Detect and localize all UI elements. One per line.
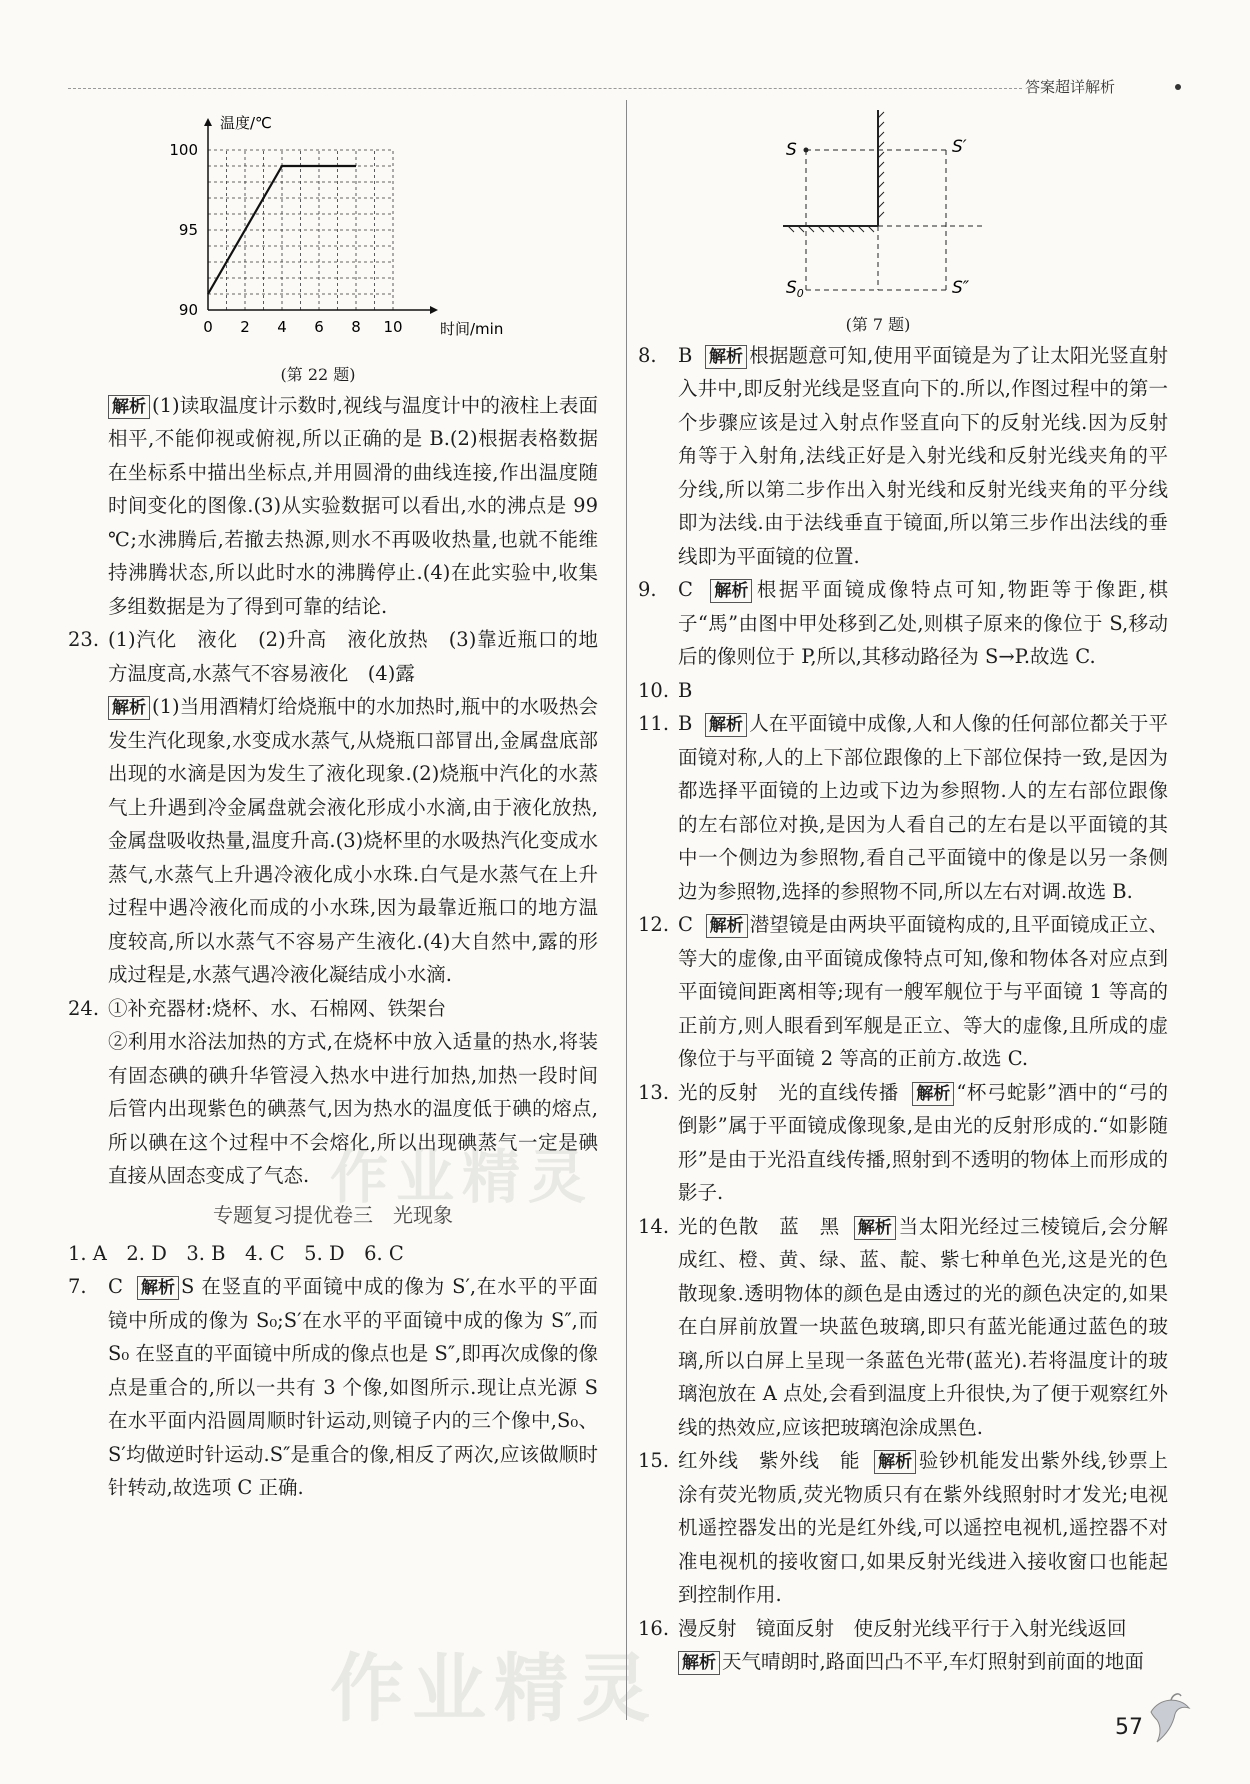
analysis-tag: 解析 (912, 1082, 954, 1106)
q7-analysis: S 在竖直的平面镜中成的像为 S′,在水平的平面镜中所成的像为 S₀;S′在水平的平面镜中成的像为 S″,而 S₀ 在竖直的平面镜中所成的像点也是 S″,即再次成像的像点是重合的,所以一共有 3 个像,如图所示.现让点光源 S 在水平面内沿圆周顺时针运动,则镜子内的三个像中,S₀、S′均做逆时针运动.S″是重合的像,相反了两次,应该做顺时针转动,故选项 C 正确. (108, 1275, 598, 1499)
q7 (68, 1270, 598, 1505)
x-tick-label: 2 (240, 318, 250, 336)
q14-analysis: 当太阳光经过三棱镜后,会分解成红、橙、黄、绿、蓝、靛、紫七种单色光,这是光的色散现象.透明物体的颜色是由透过的光的颜色决定的,如果在白屏前放置一块蓝色玻璃,即只有蓝光能通过蓝色的玻璃,所以白屏上呈现一条蓝色光带(蓝光).若将温度计的玻璃泡放在 A 点处,会看到温度上升很快,为了便于观察红外线的热效应,应该把玻璃泡涂成黑色. (678, 1214, 1168, 1439)
watermark-center: 作业精灵 (330, 1143, 595, 1211)
q14-number: 14. (638, 1214, 670, 1238)
q15-number: 15. (638, 1449, 670, 1472)
q8-analysis: 根据题意可知,使用平面镜是为了让太阳光竖直射入井中,即反射光线是竖直向下的.所以,作图过程中的第一个步骤应该是过入射点作竖直向下的反射光线.因为反射角等于入射角,法线正好是入射光线和反射光线夹角的平分线,所以第二步作出入射光线和反射光线夹角的平分线即为法线.由于法线垂直于镜面,所以第三步作出法线的垂线即为平面镜的位置. (678, 343, 1168, 568)
q9-answer: C (678, 578, 693, 601)
page-number: 57 (1115, 1715, 1143, 1740)
q24-line2: ②利用水浴法加热的方式,在烧杯中放入适量的热水,将装有固态碘的碘升华管浸入热水中进行加热,加热一段时间后管内出现紫色的碘蒸气,因为热水的温度低于碘的熔点,所以碘在这个过程中不会熔化,所以出现碘蒸气一定是碘直接从固态变成了气态. (108, 1030, 598, 1187)
x-axis-arrow (430, 306, 438, 314)
q9-number: 9. (638, 578, 657, 601)
x-tick-label: 4 (277, 318, 287, 336)
q24-line1: ①补充器材:烧杯、水、石棉网、铁架台 (108, 996, 447, 1020)
q12-analysis: 潜望镜是由两块平面镜构成的,且平面镜成正立、等大的虚像,由平面镜成像特点可知,像和物体各对应点到平面镜间距离相等;现有一艘军舰位于与平面镜 1 等高的正前方,则人眼看到军舰是正立、等大的虚像,且所成的虚像位于与平面镜 2 等高的正前方.故选 C. (678, 913, 1168, 1070)
x-tick-label: 6 (314, 318, 324, 336)
construction-lines (806, 150, 983, 290)
q22-figure (68, 100, 598, 389)
point-s (804, 148, 809, 153)
x-tick-label: 8 (351, 318, 361, 336)
q9-analysis: 根据平面镜成像特点可知,物距等于像距,棋子“馬”由图中甲处移到乙处,则棋子原来的像位于 S,移动后的像则位于 P,所以,其移动路径为 S→P.故选 C. (678, 578, 1168, 668)
analysis-tag: 解析 (705, 713, 747, 737)
analysis-tag: 解析 (854, 1216, 896, 1240)
q22-caption: (第 22 题) (280, 364, 356, 384)
y-axis-label: 温度/℃ (220, 114, 272, 132)
q12 (638, 908, 1168, 1076)
header-dot (1175, 84, 1181, 90)
q13-number: 13. (638, 1080, 670, 1104)
q8-number: 8. (638, 343, 657, 367)
q22-analysis: 解析 (1)读取温度计示数时,视线与温度计中的液柱上表面相平,不能仰视或俯视,所以正确的是 B.(2)根据表格数据在坐标系中描出坐标点,并用圆滑的曲线连接,作出温度随时间变化的图像.(3)从实验数据可以看出,水的沸点是 99 ℃;水沸腾后,若撤去热源,则水不再吸收热量,也就不能维持沸腾状态,所以此时水的沸腾停止.(4)在此实验中,收集多组数据是为了得到可靠的结论. (108, 393, 598, 618)
x-tick-label: 10 (383, 318, 403, 336)
q13-analysis: “杯弓蛇影”酒中的“弓的倒影”属于平面镜成像现象,是由光的反射形成的.“如影随形”是由于光沿直线传播,照射到不透明的物体上而形成的影子. (678, 1080, 1168, 1204)
q10 (638, 674, 1168, 708)
dolphin-icon (1145, 1690, 1195, 1750)
q10-answer: B (678, 678, 693, 702)
q24 (68, 992, 598, 1193)
section-title: 专题复习提优卷三 光现象 (213, 1202, 453, 1227)
analysis-tag: 解析 (710, 579, 752, 603)
q8 (638, 339, 1168, 574)
analysis-tag: 解析 (108, 696, 150, 720)
q23-answer: (1)汽化 液化 (2)升高 液化放热 (3)靠近瓶口的地方温度高,水蒸气不容易液化 (4)露 (108, 628, 598, 685)
q7-caption: (第 7 题) (845, 314, 911, 334)
answers-1-6: 1. A 2. D 3. B 4. C 5. D 6. C (68, 1241, 404, 1265)
analysis-tag: 解析 (706, 914, 748, 938)
q7-answer: C (108, 1275, 123, 1298)
x-axis-label: 时间/min (440, 320, 504, 338)
q15-answer: 红外线 紫外线 能 (678, 1449, 861, 1472)
q11-analysis: 人在平面镜中成像,人和人像的任何部位都关于平面镜对称,人的上下部位跟像的上下部位保持一致,是因为都选择平面镜的上边或下边为参照物.人的左右部位跟像的左右部位对换,是因为人看自己的左右是以平面镜的其中一个侧边为参照物,看自己平面镜中的像是以另一条侧边为参照物,选择的参照物不同,所以左右对调.故选 B. (678, 712, 1168, 903)
q16 (638, 1612, 1168, 1679)
analysis-tag: 解析 (137, 1276, 179, 1300)
y-axis-arrow (204, 118, 212, 126)
header-rule (68, 88, 1022, 89)
y-tick-label: 90 (178, 301, 198, 319)
q23-number: 23. (68, 628, 100, 651)
y-tick-label: 100 (169, 141, 198, 159)
label-s-prime: S′ (952, 137, 967, 157)
mirror-diagram (768, 100, 988, 300)
q16-number: 16. (638, 1616, 670, 1640)
q7-number: 7. (68, 1275, 87, 1298)
q23-analysis: 解析 (1)当用酒精灯给烧瓶中的水加热时,瓶中的水吸热会发生汽化现象,水变成水蒸气,从烧瓶口部冒出,金属盘底部出现的水滴是因为发生了液化现象.(2)烧瓶中汽化的水蒸气上升遇到冷金属盘就会液化形成小水滴,由于液化放热,金属盘吸收热量,温度升高.(3)烧杯里的水吸热汽化变成水蒸气,水蒸气上升遇冷液化成小水珠.白气是水蒸气在上升过程中遇冷液化而成的小水珠,因为最靠近瓶口的地方温度较高,所以水蒸气不容易产生液化.(4)大自然中,露的形成过程是,水蒸气遇冷液化凝结成小水滴. (108, 695, 598, 986)
analysis-tag: 解析 (874, 1450, 916, 1474)
q16-answer: 漫反射 镜面反射 使反射光线平行于入射光线返回 (678, 1616, 1127, 1640)
label-s0: $S_0$ (786, 278, 804, 300)
analysis-tag: 解析 (108, 395, 150, 419)
q24-number: 24. (68, 996, 100, 1020)
column-divider (626, 100, 627, 1720)
q10-number: 10. (638, 678, 670, 702)
q13 (638, 1076, 1168, 1210)
q14-answer: 光的色散 蓝 黑 (678, 1214, 840, 1238)
x-tick-label: 0 (203, 318, 213, 336)
q11 (638, 707, 1168, 908)
analysis-tag: 解析 (705, 345, 747, 369)
q8-answer: B (678, 343, 693, 367)
q13-answer: 光的反射 光的直线传播 (678, 1080, 899, 1104)
q11-answer: B (678, 712, 693, 735)
q14 (638, 1210, 1168, 1445)
temperature-chart (168, 100, 504, 350)
header-title: 答案超详解析 (1025, 78, 1116, 96)
q9 (638, 573, 1168, 674)
left-column (68, 100, 598, 1505)
q15-analysis: 验钞机能发出紫外线,钞票上涂有荧光物质,荧光物质只有在紫外线照射时才发光;电视机遥控器发出的光是红外线,可以遥控电视机,遥控器不对准电视机的接收窗口,如果反射光线进入接收窗口也能起到控制作用. (678, 1449, 1168, 1606)
q12-number: 12. (638, 913, 670, 936)
right-column (638, 100, 1168, 1679)
q15 (638, 1444, 1168, 1612)
label-s: S (786, 140, 797, 160)
y-tick-label: 95 (178, 221, 198, 239)
q23 (68, 623, 598, 992)
q11-number: 11. (638, 712, 670, 735)
q16-analysis: 解析 天气晴朗时,路面凹凸不平,车灯照射到前面的地面 (678, 1645, 1168, 1679)
analysis-tag: 解析 (678, 1651, 720, 1675)
label-s-double-prime: S″ (952, 278, 970, 298)
q12-answer: C (678, 913, 693, 936)
q7-figure (638, 100, 1168, 339)
watermark-bottom: 作业精灵 (330, 1646, 658, 1732)
